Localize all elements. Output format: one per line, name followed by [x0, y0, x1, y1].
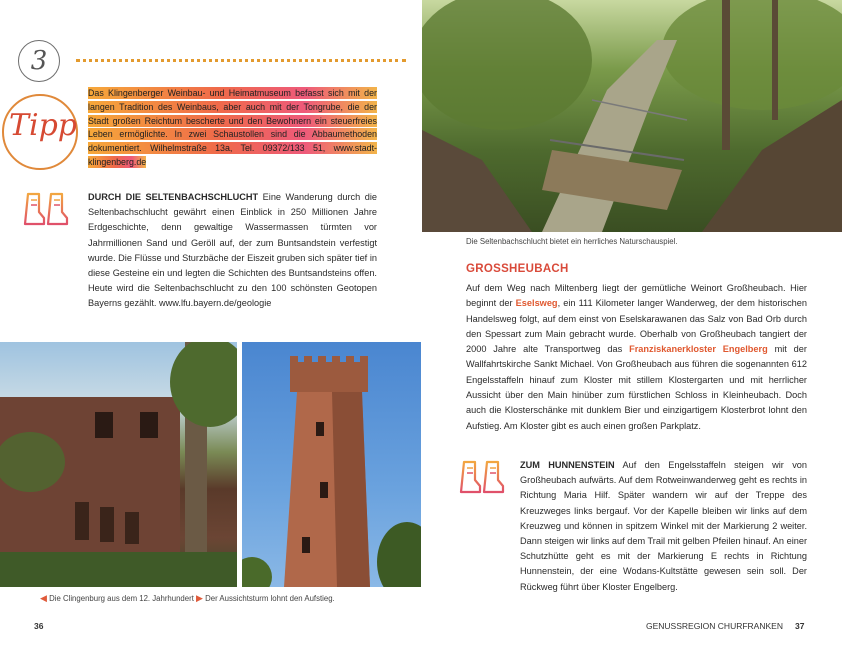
triangle-right-icon: ▶: [196, 593, 203, 603]
photo-captions: [40, 593, 335, 604]
tip-box: [88, 87, 377, 170]
castle-caption: Die Clingenburg aus dem 12. Jahrhundert: [49, 594, 194, 603]
tower-photo: [242, 342, 421, 587]
tip-text: Das Klingenberger Weinbau- und Heimatmuseum befasst sich mit der langen Tradition des Weinbaus, aber auch mit der Tongrube, die der Stadt großen Reichtum bescherte und den Bewohnern ein steuerfreies Leben ermöglichte. In zwei Schaustollen sind die Abbaumethoden dokumentiert. Wilhelmstraße 13a, Tel. 09372/133 51, www.stadt-klingenberg.de: [88, 88, 377, 167]
paragraph-part: mit der Wallfahrtskirche Sankt Michael. Von Großheubach aus führen die sogenannten 612 Engelsstaffeln hinauf zum Kloster mit stillem Klostergarten und mit herrlicher Aussicht über den Main hinüber zum fürstlichen Schloss in Kleinheubach. Doch auch die Klosterschänke mit dunklem Bier und einzigartigem Klosterbrot lohnt den Aufstieg. Am Kloster gibt es auch einen großen Parkplatz.: [466, 344, 807, 431]
grossheubach-section: [466, 281, 807, 434]
divider: [76, 59, 406, 62]
paragraph-part: , ein 111 Kilometer langer Wanderweg, der dem historischen Handelsweg folgt, auf dem einst von Eselskarawanen das Salz von Bad Orb durch den Spessart zum Main gebracht wurde. Oberhalb von Großheubach tangiert der 2000 Jahre alte Transportweg das: [466, 298, 808, 355]
section-title: DURCH DIE SELTENBACHSCHLUCHT: [88, 192, 259, 202]
tower-caption: Der Aussichtsturm lohnt den Aufstieg.: [205, 594, 335, 603]
castle-photo: [0, 342, 237, 587]
hiking-boots-icon: [22, 192, 74, 228]
seltenbachschlucht-section: [88, 190, 377, 312]
chapter-number: 3: [18, 40, 60, 82]
hike-title: ZUM HUNNENSTEIN: [520, 460, 615, 470]
page-number-right: 37: [795, 621, 805, 631]
hike-text: Auf den Engelsstaffeln steigen wir von Großheubach aufwärts. Auf dem Rotweinwanderweg geht es rechts in Richtung Maria Hilf. Später wandern wir auf der Treppe des Kreuzweges links bergauf. Vor der Kapelle bleiben wir links auf dem Kreuzweg und können in spitzem Winkel mit der Markierung 2 weiter. Dann steigen wir links auf dem Trail mit gelben Pfeilen hinauf. An einer Schutzhütte geht es mit der Markierung E rechts in Richtung Hunnenstein, der eine Wodans-Kultstätte gewesen sein soll. Der Rückweg führt über Kloster Engelberg.: [520, 460, 808, 592]
section-text: Eine Wanderung durch die Seltenbachschlucht gewährt einen Einblick in 250 Millionen Jahre Erdgeschichte, denn gewaltige Wassermassen türmten vor Jahrmillionen Sand und Geröll auf, der zum Buntsandstein verfestigt wurde. Die Flüsse und Sturzbäche der Eiszeit gruben sich später tief in diese Gesteine ein und legten die Schichten des Buntsandsteins offen. Heute wird die Seltenbachschlucht zu den 100 schönsten Geotopen Bayerns gezählt. www.lfu.bayern.de/geologie: [88, 192, 377, 309]
hunnenstein-section: [520, 458, 807, 595]
section-heading: GROSSHEUBACH: [466, 263, 569, 275]
tipp-badge: Tipp: [9, 108, 78, 143]
running-title: GENUSSREGION CHURFRANKEN: [646, 621, 783, 631]
hiking-boots-icon-2: [458, 460, 510, 496]
kloster-link: Franziskanerkloster Engelberg: [629, 344, 768, 355]
triangle-left-icon: ◀: [40, 593, 47, 603]
paragraph-part: Auf dem Weg nach Miltenberg liegt der gemütliche Weinort Großheubach. Hier beginnt der: [466, 283, 807, 309]
gorge-photo-caption: Die Seltenbachschlucht bietet ein herrliches Naturschauspiel.: [466, 237, 678, 246]
page-number-left: 36: [34, 621, 44, 631]
gorge-photo: [422, 0, 842, 232]
eselsweg-link: Eselsweg: [515, 298, 558, 309]
